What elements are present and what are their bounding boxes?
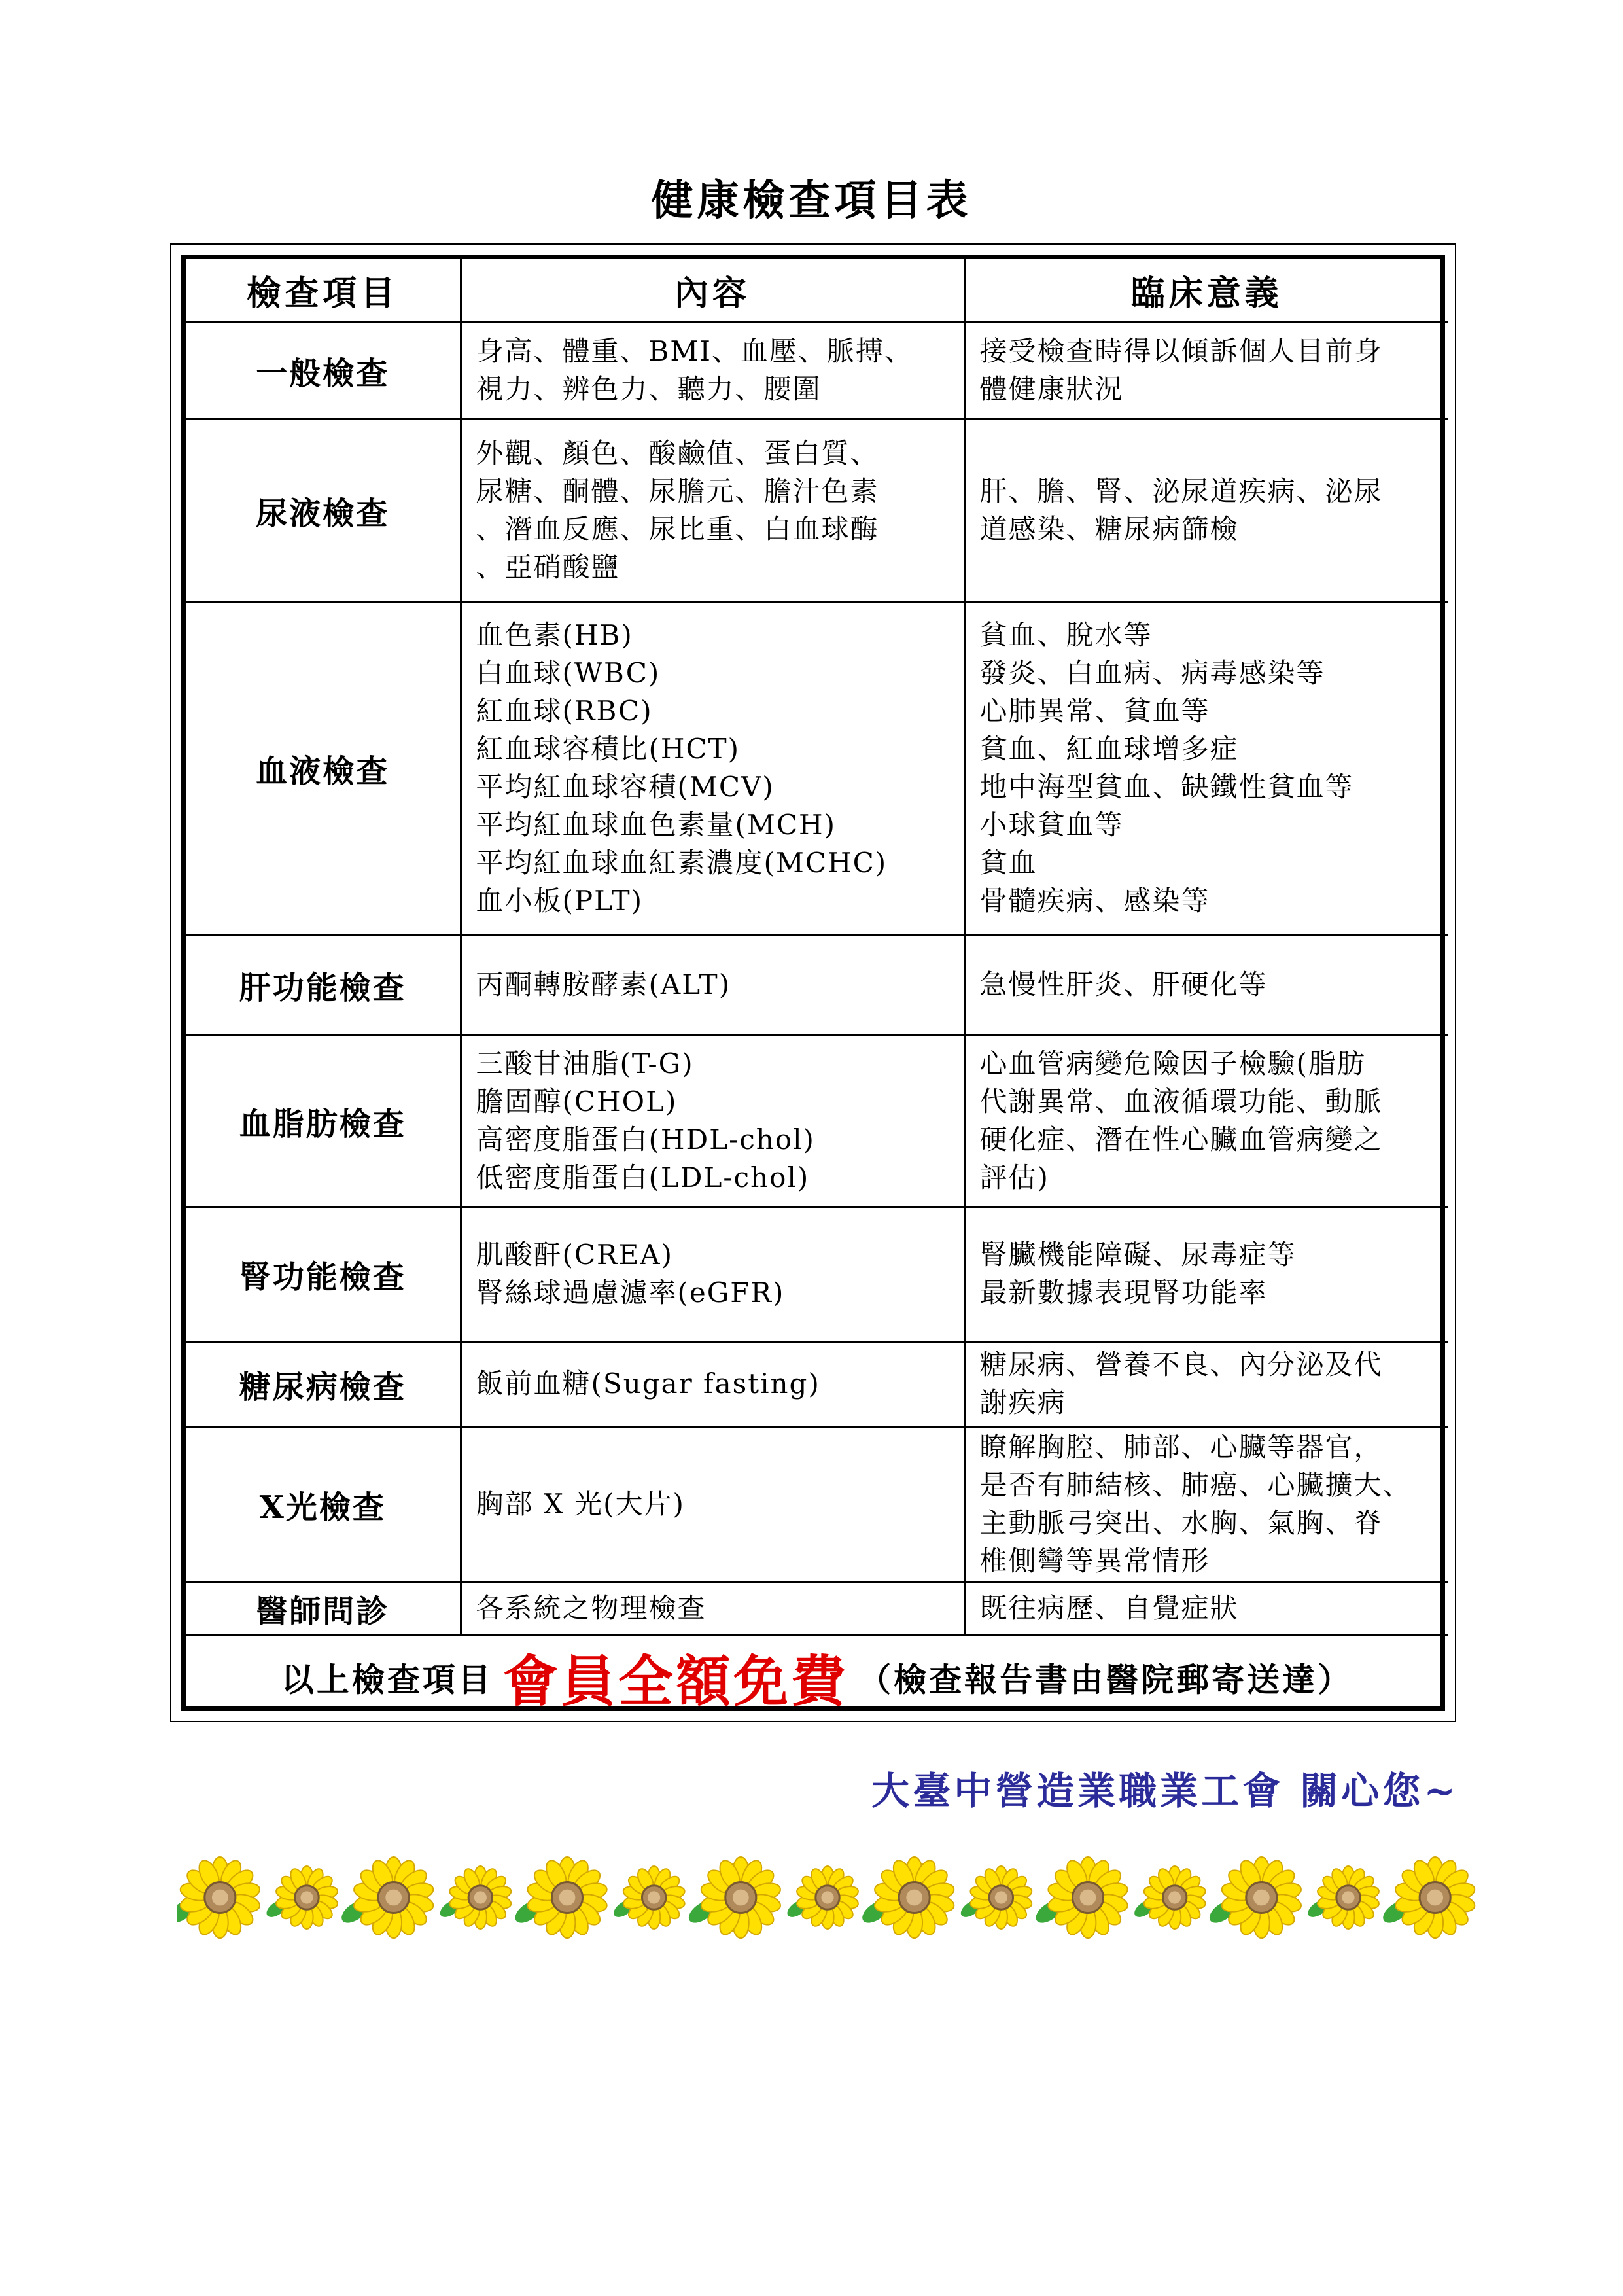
row-content <box>461 322 964 419</box>
table-row <box>186 602 1448 934</box>
content-line: 平均紅血球容積(MCV) <box>476 771 775 803</box>
row-meaning <box>964 1582 1448 1634</box>
row-content <box>461 419 964 602</box>
table-frame <box>170 243 1456 1722</box>
meaning-line: 硬化症、潛在性心臟血管病變之 <box>979 1123 1383 1156</box>
content-line: 膽固醇(CHOL) <box>476 1086 678 1118</box>
table-header-row <box>186 259 1448 322</box>
footer-row <box>186 1634 1448 1720</box>
content-line: 三酸甘油脂(T-G) <box>476 1048 694 1080</box>
table-row <box>186 934 1448 1035</box>
sunflower-icon <box>685 1857 782 1938</box>
content-line: 高密度脂蛋白(HDL-chol) <box>476 1123 815 1156</box>
meaning-line: 是否有肺結核、肺癌、心臟擴大、 <box>979 1469 1412 1501</box>
table-row <box>186 322 1448 419</box>
footer-cell <box>186 1634 1448 1720</box>
meaning-line: 貧血、脫水等 <box>979 619 1153 651</box>
content-line: 肌酸酐(CREA) <box>476 1239 674 1271</box>
sunflower-icon <box>1132 1866 1207 1929</box>
content-line: 身高、體重、BMI、血壓、脈搏、 <box>476 335 913 367</box>
row-content <box>461 1426 964 1582</box>
meaning-line: 代謝異常、血液循環功能、動脈 <box>979 1086 1383 1118</box>
sunflower-icon <box>264 1866 339 1929</box>
content-line: 胸部 X 光(大片) <box>476 1488 685 1520</box>
content-line: 腎絲球過慮濾率(eGFR) <box>476 1277 785 1309</box>
meaning-line: 體健康狀況 <box>979 373 1124 405</box>
footer-highlight: 會員全額免費 <box>502 1649 848 1714</box>
sunflower-icon <box>338 1857 435 1938</box>
table-row <box>186 1426 1448 1582</box>
row-meaning <box>964 419 1448 602</box>
sunflower-icon <box>437 1866 512 1929</box>
meaning-line: 發炎、白血病、病毒感染等 <box>979 657 1325 689</box>
sunflower-icon <box>177 1857 262 1938</box>
header-content: 內容 <box>461 259 964 322</box>
meaning-line: 心肺異常、貧血等 <box>979 695 1210 727</box>
content-line: 尿糖、酮體、尿膽元、膽汁色素 <box>476 475 879 507</box>
footer-prefix: 以上檢查項目 <box>281 1660 493 1699</box>
row-content <box>461 934 964 1035</box>
meaning-line: 瞭解胸腔、肺部、心臟等器官， <box>979 1431 1383 1463</box>
meaning-line: 小球貧血等 <box>979 809 1124 841</box>
row-meaning <box>964 1426 1448 1582</box>
meaning-line: 主動脈弓突出、水胸、氣胸、脊 <box>979 1507 1383 1539</box>
content-line: 白血球(WBC) <box>476 657 661 689</box>
meaning-line: 骨髓疾病、感染等 <box>979 885 1210 917</box>
row-meaning <box>964 1035 1448 1207</box>
meaning-line: 貧血、紅血球增多症 <box>979 733 1239 765</box>
row-item: 肝功能檢查 <box>186 934 461 1035</box>
row-content <box>461 1582 964 1634</box>
row-item: 一般檢查 <box>186 322 461 419</box>
meaning-line: 貧血 <box>979 847 1038 879</box>
sunflower-icon <box>611 1866 686 1929</box>
row-content <box>461 1035 964 1207</box>
table-inner-frame <box>181 255 1445 1714</box>
sunflower-icon <box>1206 1857 1303 1938</box>
sunflower-icon <box>1305 1866 1380 1929</box>
row-meaning <box>964 1341 1448 1426</box>
content-line: 、亞硝酸鹽 <box>476 551 620 583</box>
row-item: 腎功能檢查 <box>186 1207 461 1341</box>
page-title: 健康檢查項目表 <box>651 176 972 225</box>
content-line: 外觀、顏色、酸鹼值、蛋白質、 <box>476 437 879 469</box>
content-line: 丙酮轉胺酵素(ALT) <box>476 968 731 1000</box>
sunflower-icon <box>784 1866 860 1929</box>
footer-suffix: （檢查報告書由醫院郵寄送達） <box>858 1660 1353 1699</box>
meaning-line: 接受檢查時得以傾訴個人目前身 <box>979 335 1383 367</box>
meaning-line: 謝疾病 <box>979 1386 1066 1419</box>
row-meaning <box>964 934 1448 1035</box>
row-item: 尿液檢查 <box>186 419 461 602</box>
meaning-line: 評估) <box>979 1161 1049 1193</box>
row-content <box>461 1341 964 1426</box>
meaning-line: 心血管病變危險因子檢驗(脂肪 <box>979 1048 1366 1080</box>
content-line: 平均紅血球血紅素濃度(MCHC) <box>476 847 888 879</box>
meaning-line: 急慢性肝炎、肝硬化等 <box>979 968 1268 1000</box>
sunflower-icon <box>958 1866 1033 1929</box>
header-meaning: 臨床意義 <box>964 259 1448 322</box>
content-line: 紅血球(RBC) <box>476 695 653 727</box>
sunflower-icon <box>512 1857 609 1938</box>
table-row <box>186 1582 1448 1634</box>
sunflower-icon <box>858 1857 956 1938</box>
row-item: 醫師問診 <box>186 1582 461 1634</box>
meaning-line: 最新數據表現腎功能率 <box>979 1277 1268 1309</box>
row-meaning <box>964 602 1448 934</box>
content-line: 血色素(HB) <box>476 619 633 651</box>
row-item: X光檢查 <box>186 1426 461 1582</box>
meaning-line: 道感染、糖尿病篩檢 <box>979 513 1239 545</box>
row-item: 糖尿病檢查 <box>186 1341 461 1426</box>
table-row <box>186 419 1448 602</box>
meaning-line: 椎側彎等異常情形 <box>979 1545 1210 1577</box>
content-line: 紅血球容積比(HCT) <box>476 733 741 765</box>
sunflower-icon <box>1032 1857 1130 1938</box>
closing-message: 大臺中營造業職業工會 關心您~ <box>871 1769 1459 1813</box>
table-row <box>186 1035 1448 1207</box>
row-content <box>461 1207 964 1341</box>
table-row <box>186 1207 1448 1341</box>
row-item: 血液檢查 <box>186 602 461 934</box>
content-line: 低密度脂蛋白(LDL-chol) <box>476 1161 810 1193</box>
content-line: 飯前血糖(Sugar fasting) <box>476 1368 820 1400</box>
sunflower-icon <box>1379 1857 1476 1938</box>
content-line: 視力、辨色力、聽力、腰圍 <box>476 373 822 405</box>
content-line: 平均紅血球血色素量(MCH) <box>476 809 837 841</box>
meaning-line: 肝、膽、腎、泌尿道疾病、泌尿 <box>979 475 1383 507</box>
sunflower-border <box>177 1852 1478 1943</box>
content-line: 、潛血反應、尿比重、白血球酶 <box>476 513 879 545</box>
meaning-line: 糖尿病、營養不良、內分泌及代 <box>979 1349 1383 1381</box>
row-meaning <box>964 1207 1448 1341</box>
content-line: 血小板(PLT) <box>476 885 644 917</box>
meaning-line: 地中海型貧血、缺鐵性貧血等 <box>979 771 1354 803</box>
row-item: 血脂肪檢查 <box>186 1035 461 1207</box>
table-body <box>186 322 1448 1634</box>
row-content <box>461 602 964 934</box>
meaning-line: 腎臟機能障礙、尿毒症等 <box>979 1239 1297 1271</box>
health-check-table <box>186 259 1448 1720</box>
header-item: 檢查項目 <box>186 259 461 322</box>
content-line: 各系統之物理檢查 <box>476 1592 707 1624</box>
meaning-line: 既往病歷、自覺症狀 <box>979 1592 1239 1624</box>
row-meaning <box>964 322 1448 419</box>
table-row <box>186 1341 1448 1426</box>
